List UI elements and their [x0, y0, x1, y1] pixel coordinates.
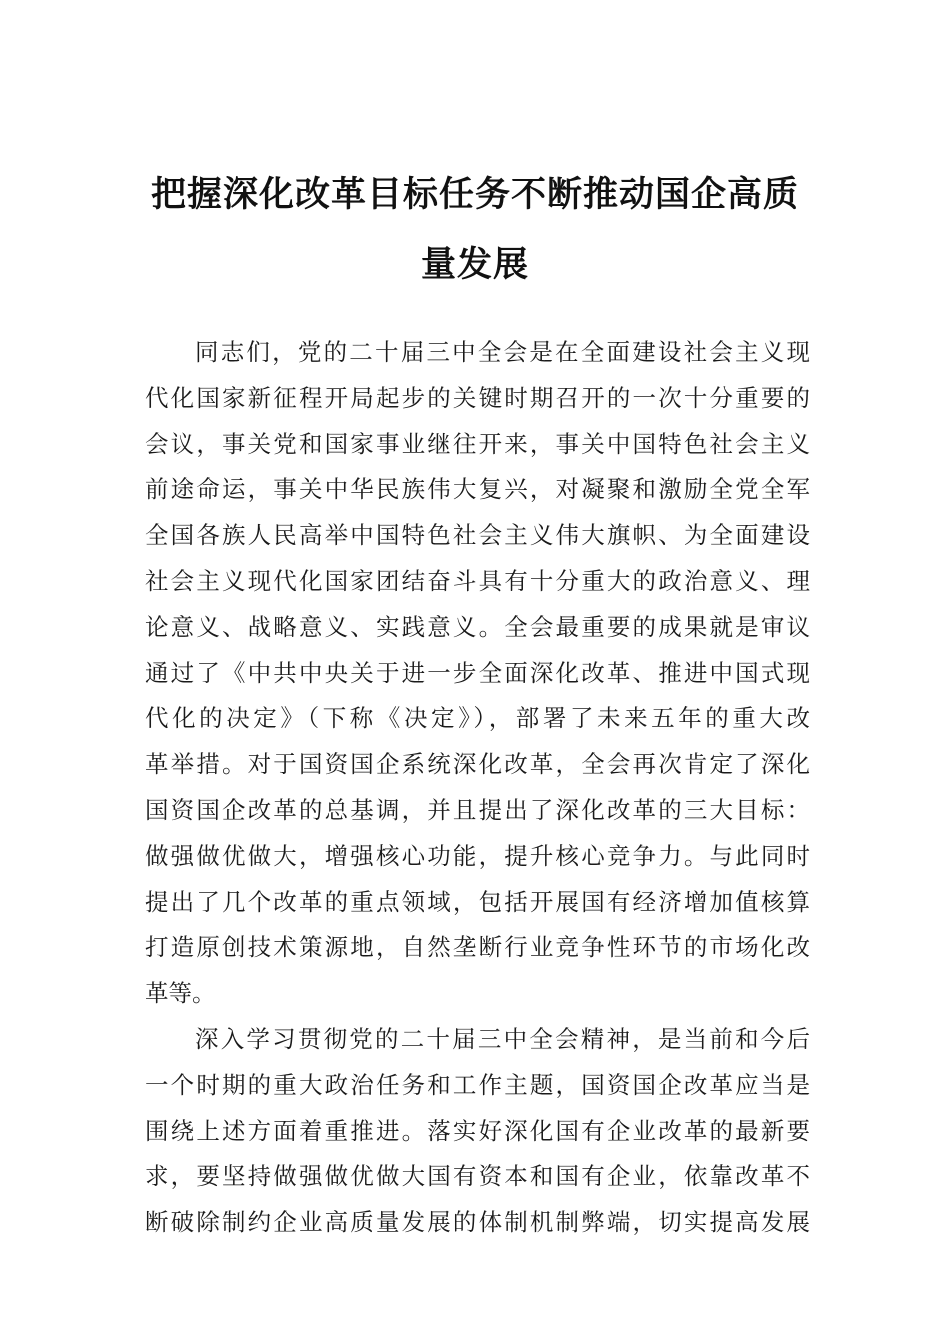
- text-line: 革举措。对于国资国企系统深化改革，全会再次肯定了深化: [145, 750, 810, 779]
- text-line: 社会主义现代化国家团结奋斗具有十分重大的政治意义、理: [145, 566, 810, 595]
- document-title: [150, 160, 800, 300]
- paragraph-1: [145, 330, 810, 1017]
- text-line: 围绕上述方面着重推进。落实好深化国有企业改革的最新要: [145, 1116, 810, 1145]
- text-line: 提出了几个改革的重点领域，包括开展国有经济增加值核算: [145, 887, 810, 916]
- title-line-1: 把握深化改革目标任务不断推动国企高质: [150, 174, 799, 215]
- text-line: 打造原创技术策源地，自然垄断行业竞争性环节的市场化改: [145, 933, 810, 962]
- paragraph-2: [145, 1017, 810, 1246]
- text-line: 国资国企改革的总基调，并且提出了深化改革的三大目标：: [145, 795, 810, 824]
- text-line: 全国各族人民高举中国特色社会主义伟大旗帜、为全面建设: [145, 521, 810, 550]
- text-line: 革等。: [145, 979, 216, 1008]
- title-line-2: 量发展: [420, 244, 529, 285]
- text-line: 深入学习贯彻党的二十届三中全会精神，是当前和今后: [195, 1024, 810, 1053]
- text-line: 断破除制约企业高质量发展的体制机制弊端，切实提高发展: [145, 1208, 810, 1237]
- text-line: 代化国家新征程开局起步的关键时期召开的一次十分重要的: [145, 383, 810, 412]
- text-line: 通过了《中共中央关于进一步全面深化改革、推进中国式现: [145, 658, 810, 687]
- document-body: [145, 330, 810, 1246]
- text-line: 求，要坚持做强做优做大国有资本和国有企业，依靠改革不: [145, 1162, 810, 1191]
- text-line: 前途命运，事关中华民族伟大复兴，对凝聚和激励全党全军: [145, 475, 810, 504]
- text-line: 同志们，党的二十届三中全会是在全面建设社会主义现: [195, 338, 810, 366]
- text-line: 会议，事关党和国家事业继往开来，事关中国特色社会主义: [145, 429, 810, 458]
- text-line: 代化的决定》（下称《决定》），部署了未来五年的重大改: [145, 704, 810, 733]
- text-line: 做强做优做大，增强核心功能，提升核心竞争力。与此同时: [145, 841, 810, 870]
- text-line: 一个时期的重大政治任务和工作主题，国资国企改革应当是: [145, 1070, 810, 1099]
- text-line: 论意义、战略意义、实践意义。全会最重要的成果就是审议: [145, 612, 810, 641]
